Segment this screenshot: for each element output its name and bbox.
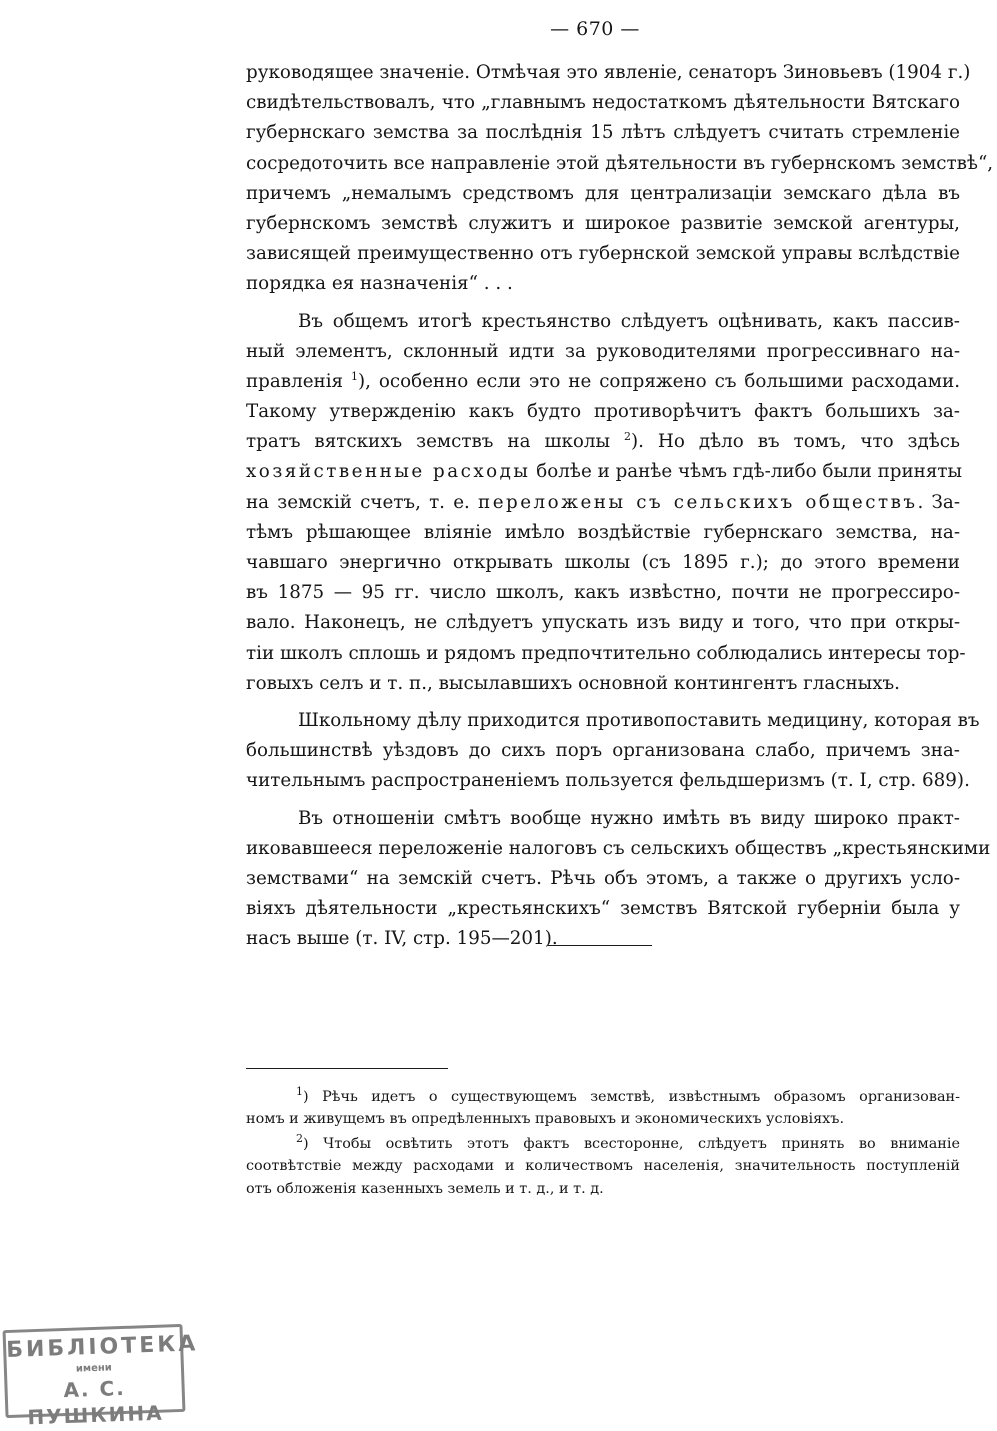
text-line: въ 1875 — 95 гг. число школъ, какъ извѣстно, почти не прогрессиро- [246,582,960,604]
text-fragment: ) Чтобы освѣтить этотъ фактъ всесторонне, слѣдуетъ принять во вниманiе [303,1135,960,1152]
text-line: ный элементъ, склонный идти за руководителями прогрессивнаго на- [246,340,960,362]
stamp-middle-text: имени [75,1362,113,1375]
text-line [246,457,963,487]
text-fragment: на земскiй счетъ, т. е. [246,491,479,513]
footnote-2-marker: 2 [296,1131,303,1145]
text-fragment: ). Но дѣло въ томъ, что здѣсь [631,431,960,453]
text-fragment: . За- [917,491,961,513]
text-line: причемъ „немалымъ средствомъ для централизацiи земскаго дѣла въ [246,182,960,204]
footnote-2-line [246,1133,960,1155]
text-fragment: болѣе и ранѣе чѣмъ гдѣ-либо были приняты [530,461,963,483]
text-line: порядка ея назначенiя“ . . . [246,273,513,295]
footnote-1-marker: 1 [296,1085,303,1099]
text-line: Въ отношенiи смѣтъ вообще нужно имѣть въ виду широко практ- [298,807,960,829]
page-number: — 670 — [550,18,640,40]
text-line: большинствѣ уѣздовъ до сихъ поръ организована слабо, причемъ зна- [246,740,960,762]
text-line: земствами“ на земскiй счетъ. Рѣчь объ этомъ, а также о другихъ усло- [246,867,960,889]
text-line: руководящее значенiе. Отмѣчая это явленiе, сенаторъ Зиновьевъ (1904 г.) [246,62,971,83]
text-line: вало. Наконецъ, не слѣдуетъ упускать изъ виду и того, что при откры- [246,612,960,634]
text-line [246,427,960,457]
text-line: свидѣтельствовалъ, что „главнымъ недостаткомъ дѣятельности Вятскаго [246,92,960,114]
body-text [246,58,994,954]
footnote-separator [246,1068,448,1069]
text-line: сосредоточить все направленiе этой дѣятельности въ губернскомъ земствѣ“, [246,152,994,174]
emphasized-text: переложены съ сельскихъ обществъ [478,491,918,513]
end-of-text-rule [548,945,652,946]
text-line: чительнымъ распространенiемъ пользуется фельдшеризмъ (т. I, стр. 689). [246,770,970,792]
text-fragment: правленiя [246,370,351,392]
footnote-1-line [246,1086,960,1108]
text-line: иковавшееся переложенiе налоговъ съ сельскихъ обществъ „крестьянскими [246,837,991,859]
text-fragment: ) Рѣчь идетъ о существующемъ земствѣ, извѣстнымъ образомъ организован- [303,1089,960,1105]
text-line: вiяхъ дѣятельности „крестьянскихъ“ земствъ Вятской губернiи была у [246,898,960,920]
text-line: Такому утвержденiю какъ будто противорѣчитъ фактъ большихъ за- [246,401,960,423]
text-fragment: ), особенно если это не сопряжено съ большими расходами. [358,370,960,392]
footnotes [246,1086,960,1200]
footnote-marker-2: 2 [624,430,632,444]
text-line: говыхъ селъ и т. п., высылавшихъ основной контингентъ гласныхъ. [246,672,900,694]
text-line: чавшаго энергично открывать школы (съ 1895 г.); до этого времени [246,552,960,573]
footnote-marker-1: 1 [351,369,358,383]
stamp-bottom-text: А. С. ПУШКИНА [27,1375,164,1430]
text-line: тiи школъ сплошь и рядомъ предпочтительно соблюдались интересы тор- [246,642,966,664]
footnote-2-line: соотвѣтствiе между расходами и количествомъ населенiя, значительность поступленiй [246,1158,960,1175]
footnote-1-line: номъ и живущемъ въ опредѣленныхъ правовыхъ и экономическихъ условiяхъ. [246,1111,845,1128]
text-line: Въ общемъ итогѣ крестьянство слѣдуетъ оцѣнивать, какъ пассив- [298,310,960,332]
footnote-2-line: отъ обложенiя казенныхъ земель и т. д., и т. д. [246,1180,604,1197]
emphasized-text: хозяйственные расходы [246,461,531,483]
library-stamp [3,1324,199,1430]
text-line [246,367,960,397]
stamp-top-text: БИБЛIОТЕКА [5,1331,199,1364]
text-line: тѣмъ рѣшающее влiянiе имѣло воздѣйствiе губернскаго земства, на- [246,521,960,543]
text-line: зависящей преимущественно отъ губернской земской управы вслѣдствiе [246,243,960,265]
text-line: губернскомъ земствѣ служитъ и широкое развитiе земской агентуры, [246,212,960,234]
text-line [246,488,960,518]
text-line: губернскаго земства за послѣднiя 15 лѣтъ слѣдуетъ считать стремленiе [246,122,960,144]
text-line: Школьному дѣлу приходится противопоставить медицину, которая въ [298,709,980,731]
text-line: насъ выше (т. IV, стр. 195—201). [246,928,558,950]
text-fragment: тратъ вятскихъ земствъ на школы [246,431,625,453]
